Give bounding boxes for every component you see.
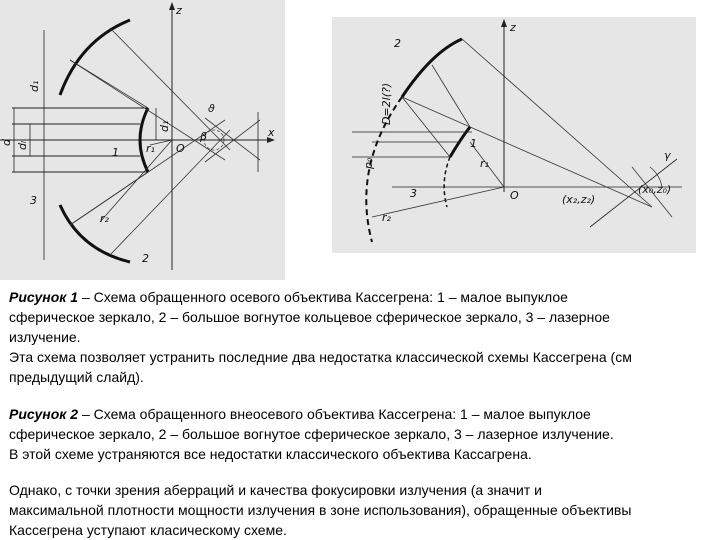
label-O: O [176, 142, 185, 155]
z-arrow [501, 19, 507, 27]
label-z: z [510, 21, 516, 34]
label-x: x [268, 126, 275, 139]
ray [402, 97, 652, 207]
ray [432, 65, 470, 127]
ray [462, 39, 652, 207]
caption-1-line-2: сферическое зеркало, 2 – большое вогнутое кольцевое сферическое зеркало, 3 – лазерное [9, 309, 610, 325]
caption-2-line-1 [9, 404, 720, 424]
label-d1: d₁ [28, 80, 41, 92]
label-x0z0: (x₀,z₀) [638, 183, 672, 196]
caption-1-line-3: излучение. [9, 329, 81, 345]
focus-ray [205, 120, 260, 162]
paragraph-3-line-3: Кассегрена уступают класическому схеме. [9, 522, 287, 538]
figure-1-svg [0, 0, 285, 280]
paragraph-3-line-2: максимальной плотности мощности излучения в зоне использования), обращенные объективы [9, 502, 632, 518]
caption-1-line-1 [9, 287, 720, 307]
caption-1-line-4: Эта схема позволяет устранить последние два недостатка классической схемы Кассегрена (см [9, 349, 632, 365]
ray [110, 130, 230, 255]
label-D: D=2l(?) [380, 82, 393, 125]
caption-1-line-5: предыдущий слайд). [9, 369, 144, 385]
ray [402, 97, 450, 157]
label-beta: β [200, 130, 208, 143]
label-z: z [176, 4, 182, 17]
caption-figure-1 [9, 287, 720, 387]
figure-2-svg [332, 17, 696, 253]
label-r1: r₁ [480, 157, 489, 170]
label-d: d [0, 139, 13, 146]
label-1: 1 [470, 137, 477, 150]
caption-figure-2 [9, 404, 720, 464]
z-arrow [169, 2, 175, 10]
label-d1b: d₁ [158, 120, 171, 132]
label-x2z2: (x₂,z₂) [562, 193, 596, 206]
label-O: O [510, 189, 519, 202]
label-r1: r₁ [146, 142, 155, 155]
caption-2-line-2: сферическое зеркало, 2 – большое вогнутое сферическое зеркало, 3 – лазерное излучение. [9, 426, 614, 442]
label-p0: p₀ [362, 157, 375, 169]
label-r2: r₂ [382, 211, 391, 224]
figure-2-diagram [332, 17, 696, 253]
caption-2-line-1-text: – Схема обращенного внеосевого объектива Кассегрена: 1 – малое выпуклое [78, 406, 591, 422]
label-2: 2 [394, 37, 401, 50]
caption-2-line-3: В этой схеме устраняются все недостатки классического объектива Кассагрена. [9, 446, 532, 462]
label-2: 2 [142, 252, 149, 265]
paragraph-3-line-1: Однако, с точки зрения аберраций и качества фокусировки излучения (а значит и [9, 482, 542, 498]
caption-1-line-1-text: – Схема обращенного осевого объектива Кассегрена: 1 – малое выпуклое [78, 289, 568, 305]
radius-r2 [100, 140, 172, 222]
caption-1-head: Рисунок 1 [9, 289, 79, 305]
label-3: 3 [410, 187, 417, 200]
conclusion-paragraph [9, 480, 720, 540]
label-theta: ϑ [208, 102, 215, 115]
focus-ray [205, 118, 260, 160]
radius-r2 [372, 187, 504, 217]
label-gamma: γ [664, 149, 671, 162]
label-1: 1 [112, 146, 119, 159]
label-r2: r₂ [100, 212, 109, 225]
large-mirror [402, 39, 462, 97]
caption-2-head: Рисунок 2 [9, 406, 79, 422]
large-mirror-upper [60, 20, 130, 95]
label-3: 3 [30, 194, 37, 207]
large-mirror-lower [60, 205, 130, 262]
figure-1-diagram [0, 0, 285, 280]
label-dl: dₗ [16, 141, 29, 150]
